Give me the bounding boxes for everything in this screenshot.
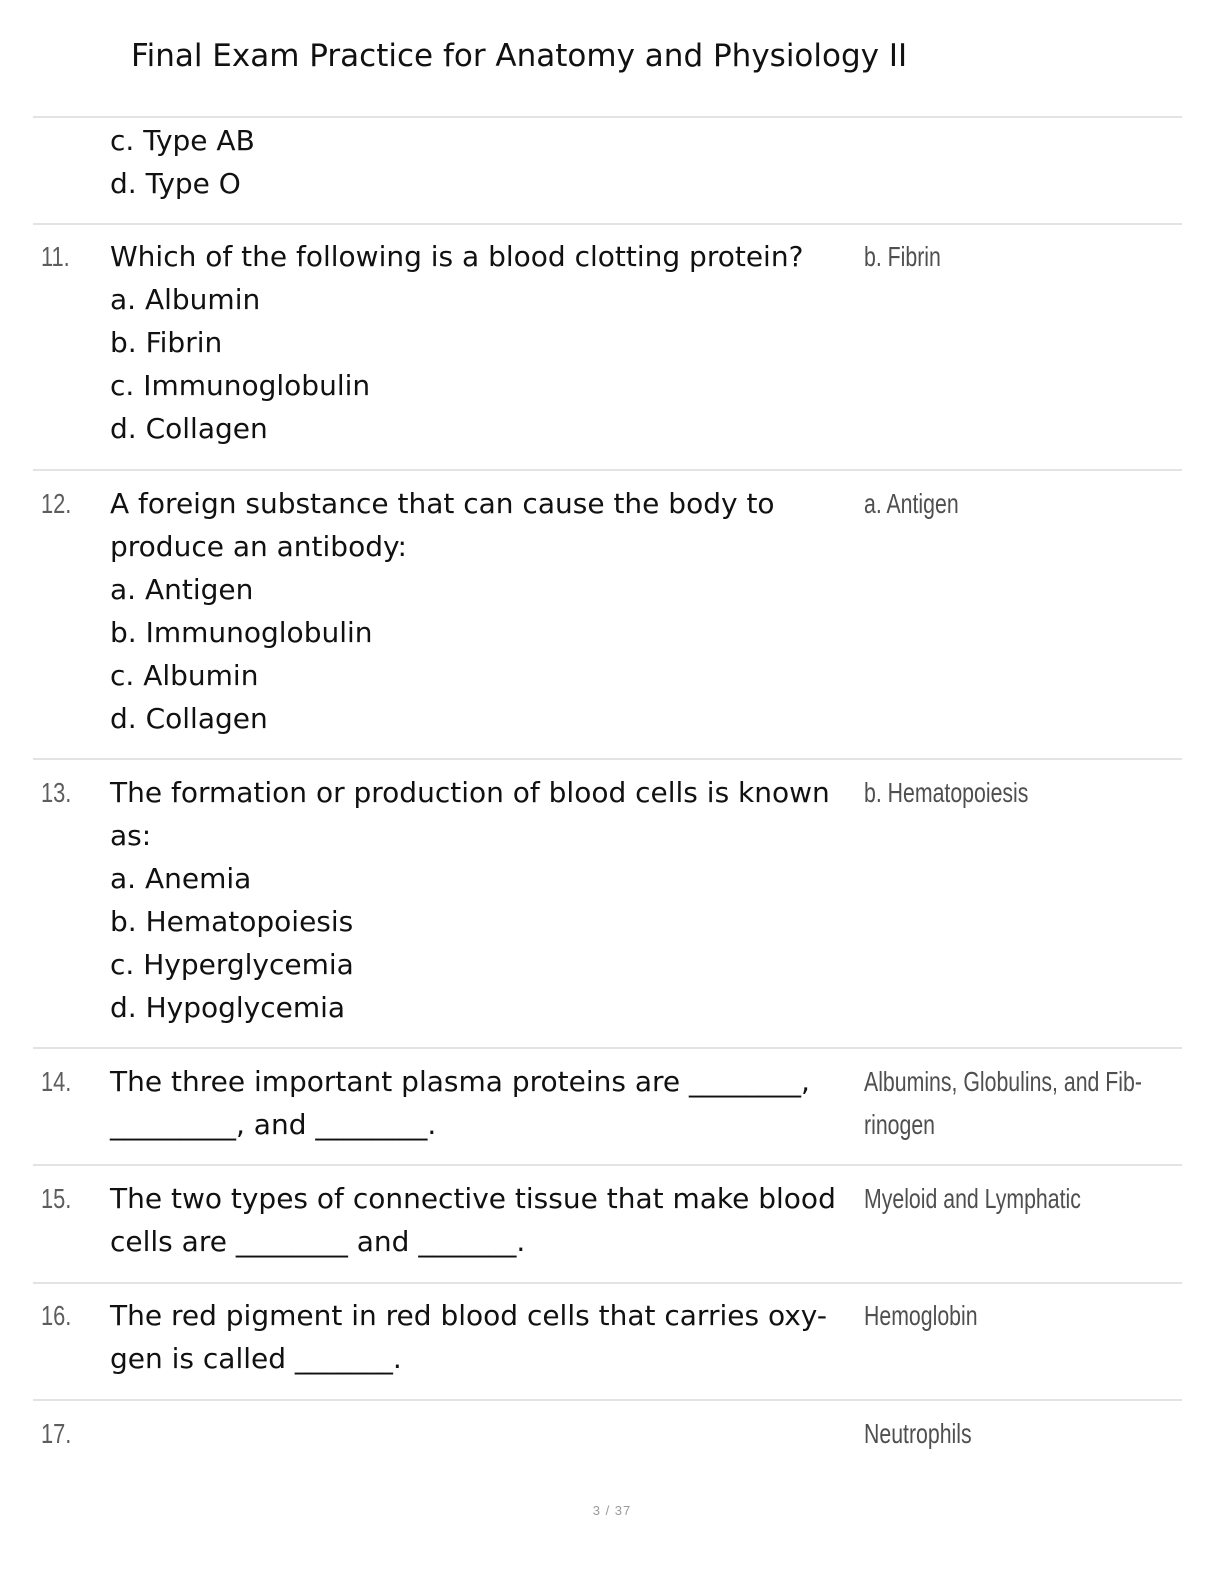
answer-line: Albumins, Globulins, and Fib- bbox=[864, 1066, 1142, 1097]
answer-line: Hemoglobin bbox=[864, 1300, 978, 1331]
choice-text: b. Hematopoiesis bbox=[110, 905, 354, 938]
question-text: The formation or production of blood cells is known bbox=[110, 776, 830, 809]
question-body bbox=[110, 1177, 862, 1263]
question-text: produce an antibody: bbox=[110, 530, 407, 563]
answer-line: Neutrophils bbox=[864, 1418, 972, 1449]
question-number: 11. bbox=[41, 241, 70, 272]
question-body bbox=[110, 1060, 862, 1146]
choice-text: a. Anemia bbox=[110, 862, 252, 895]
choice-text: c. Immunoglobulin bbox=[110, 369, 371, 402]
choice-text: c. Hyperglycemia bbox=[110, 948, 354, 981]
question-body bbox=[110, 482, 862, 740]
answer-line: b. Hematopoiesis bbox=[864, 777, 1029, 808]
divider bbox=[33, 758, 1182, 760]
question-number: 16. bbox=[41, 1300, 72, 1331]
choice-text: d. Collagen bbox=[110, 702, 268, 735]
question-text: A foreign substance that can cause the body to bbox=[110, 487, 775, 520]
divider bbox=[33, 1047, 1182, 1049]
answer-text bbox=[864, 235, 941, 278]
divider bbox=[33, 1282, 1182, 1284]
choice-text: d. Collagen bbox=[110, 412, 268, 445]
choice-text: c. Albumin bbox=[110, 659, 259, 692]
choice-text: d. Type O bbox=[110, 167, 241, 200]
answer-text bbox=[864, 771, 1028, 814]
question-body bbox=[110, 235, 862, 450]
question-text: The two types of connective tissue that make blood bbox=[110, 1182, 836, 1215]
answer-line: rinogen bbox=[864, 1109, 935, 1140]
answer-text bbox=[864, 482, 959, 525]
answer-text bbox=[864, 1060, 1142, 1146]
choice-text: c. Type AB bbox=[110, 124, 255, 157]
divider bbox=[33, 469, 1182, 471]
choice-text: b. Fibrin bbox=[110, 326, 223, 359]
question-text: The red pigment in red blood cells that carries oxy- bbox=[110, 1299, 827, 1332]
question-body bbox=[110, 119, 862, 205]
choice-text: a. Antigen bbox=[110, 573, 254, 606]
question-body bbox=[110, 1294, 862, 1380]
divider bbox=[33, 223, 1182, 225]
question-number: 15. bbox=[41, 1183, 72, 1214]
divider bbox=[33, 116, 1182, 118]
divider bbox=[33, 1164, 1182, 1166]
question-text: The three important plasma proteins are ________, bbox=[110, 1065, 810, 1098]
choice-text: a. Albumin bbox=[110, 283, 261, 316]
question-number: 13. bbox=[41, 777, 72, 808]
question-body bbox=[110, 771, 862, 1029]
choice-text: d. Hypoglycemia bbox=[110, 991, 346, 1024]
page-title: Final Exam Practice for Anatomy and Physiology II bbox=[131, 38, 908, 74]
page-indicator: 3 / 37 bbox=[592, 1503, 632, 1518]
question-text: gen is called _______. bbox=[110, 1342, 402, 1375]
question-text: _________, and ________. bbox=[110, 1108, 437, 1141]
question-number: 17. bbox=[41, 1418, 72, 1449]
question-text: Which of the following is a blood clotting protein? bbox=[110, 240, 804, 273]
answer-line: Myeloid and Lymphatic bbox=[864, 1183, 1081, 1214]
question-text: as: bbox=[110, 819, 152, 852]
question-text: cells are ________ and _______. bbox=[110, 1225, 526, 1258]
answer-text bbox=[864, 1294, 978, 1337]
answer-line: b. Fibrin bbox=[864, 241, 941, 272]
choice-text: b. Immunoglobulin bbox=[110, 616, 373, 649]
question-number: 14. bbox=[41, 1066, 72, 1097]
answer-line: a. Antigen bbox=[864, 488, 959, 519]
question-number: 12. bbox=[41, 488, 72, 519]
answer-text bbox=[864, 1412, 972, 1455]
answer-text bbox=[864, 1177, 1081, 1220]
divider bbox=[33, 1399, 1182, 1401]
